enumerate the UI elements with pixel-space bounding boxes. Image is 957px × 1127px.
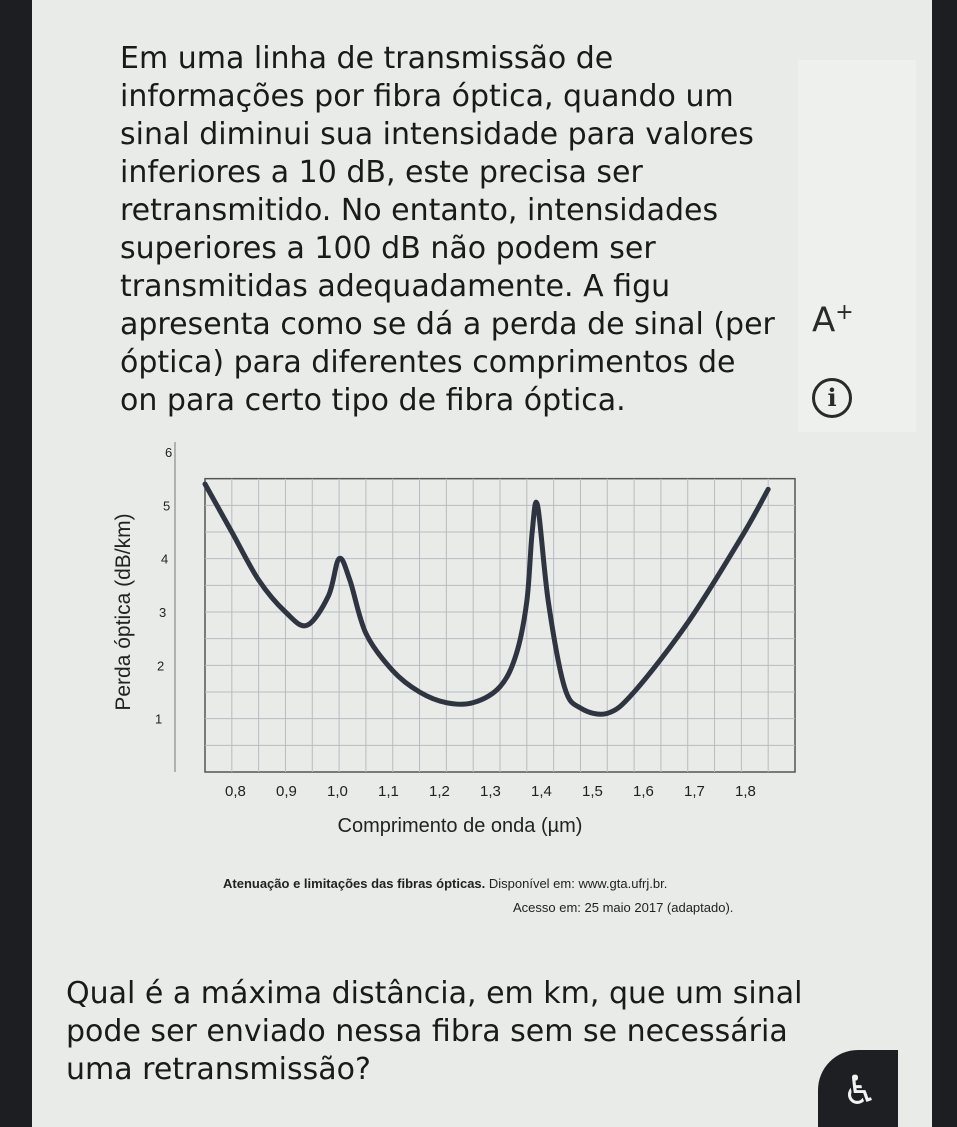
side-toolbar — [798, 60, 916, 432]
x-tick-label: 1,6 — [633, 783, 654, 800]
caption-title: Atenuação e limitações das fibras ópticas. — [223, 876, 486, 891]
y-tick-label: 3 — [159, 605, 167, 620]
x-axis-label: Comprimento de onda (µm) — [337, 815, 583, 837]
chart-container — [100, 430, 820, 870]
x-tick-label: 1,1 — [378, 783, 399, 800]
figure-caption — [223, 876, 667, 891]
accessibility-glyph: ♿ — [842, 1068, 878, 1114]
caption-source: Disponível em: www.gta.ufrj.br. — [485, 876, 668, 891]
y-axis-label: Perda óptica (dB/km) — [112, 513, 135, 711]
x-tick-label: 0,8 — [225, 783, 246, 800]
question-prompt: Qual é a máxima distância, em km, que um sinal pode ser enviado nessa fibra sem se necessária uma retransmissão? — [66, 976, 803, 1087]
x-tick-label: 1,5 — [582, 783, 603, 800]
x-tick-label: 1,3 — [480, 783, 501, 800]
x-tick-label: 1,8 — [735, 783, 756, 800]
x-tick-label: 0,9 — [276, 783, 297, 800]
x-tick-label: 1,0 — [327, 783, 348, 800]
font-size-button[interactable] — [812, 300, 872, 350]
y-tick-label: 6 — [165, 445, 173, 460]
font-size-label: A — [812, 300, 836, 341]
y-tick-label: 2 — [157, 658, 165, 674]
x-tick-label: 1,4 — [531, 783, 552, 800]
info-icon[interactable]: i — [812, 378, 852, 418]
font-size-plus: + — [835, 300, 854, 325]
question-text: Em uma linha de transmissão de informações por fibra óptica, quando um sinal diminui sua intensidade para valores inferiores a 10 dB, este precisa ser retransmitido. No entanto, intensidades superiores a 100 dB não podem ser transmitidas adequadamente. A figu apresenta como se dá a perda de sinal (per óptica) para diferentes comprimentos de on para certo tipo de fibra óptica. — [120, 41, 775, 418]
x-tick-label: 1,7 — [684, 783, 705, 800]
caption-access: Acesso em: 25 maio 2017 (adaptado). — [513, 900, 734, 915]
y-tick-label: 1 — [155, 711, 163, 727]
y-tick-label: 5 — [163, 498, 171, 514]
attenuation-curve — [205, 484, 768, 714]
attenuation-chart — [100, 430, 820, 870]
y-tick-label: 4 — [161, 551, 169, 567]
x-tick-label: 1,2 — [429, 783, 450, 800]
accessibility-icon[interactable] — [818, 1050, 898, 1127]
